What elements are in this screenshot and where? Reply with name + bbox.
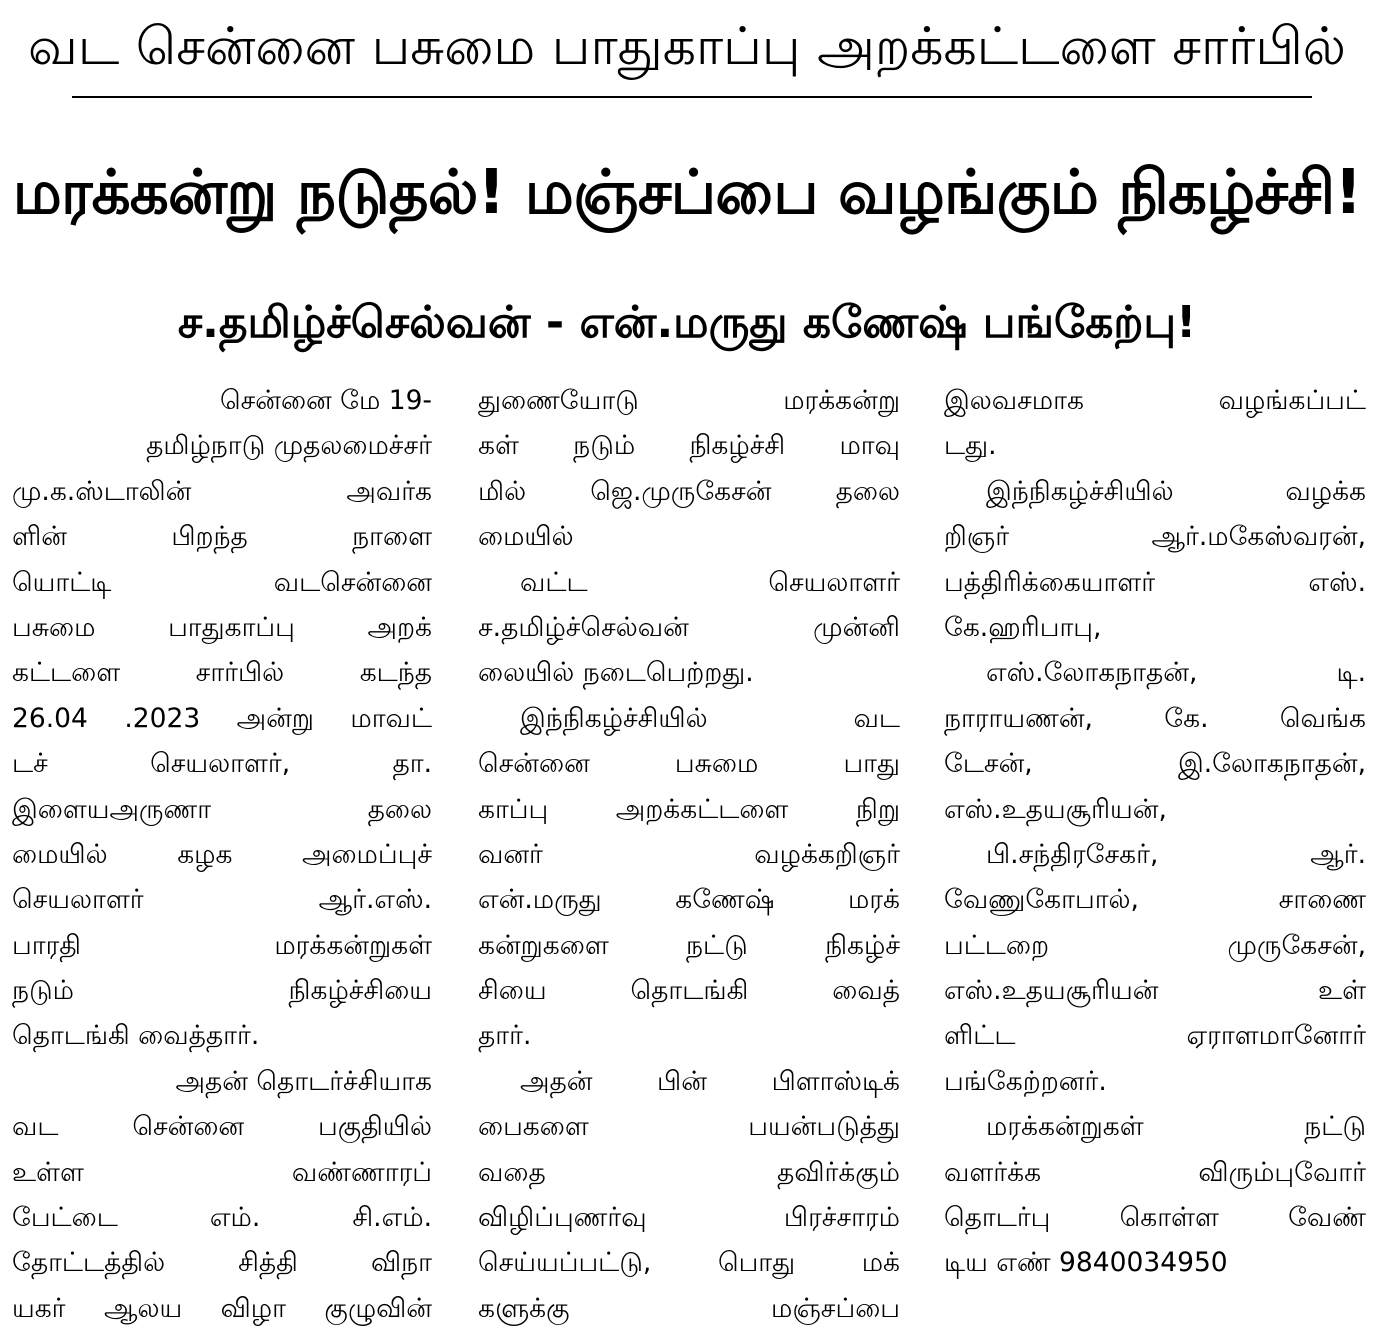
body-line: பட்டறை முருகேசன்,: [944, 929, 1366, 961]
body-line: என்.மருது கணேஷ் மரக்: [478, 884, 900, 916]
body-line: யொட்டி வடசென்னை: [12, 566, 432, 598]
article-column-3: [944, 378, 1366, 1286]
body-line: இந்நிகழ்ச்சியில் வழக்க: [986, 475, 1366, 507]
body-line: வளர்க்க விரும்புவோர்: [944, 1156, 1366, 1188]
body-line: வேணுகோபால், சாணை: [944, 884, 1366, 916]
body-line: செய்யப்பட்டு, பொது மக்: [478, 1247, 900, 1279]
body-line: எஸ்.உதயசூரியன்,: [944, 793, 1167, 825]
contact-number-line: டிய எண் 9840034950: [944, 1247, 1228, 1279]
horizontal-rule: [72, 96, 1312, 98]
subheadline: ச.தமிழ்ச்செல்வன் - என்.மருது கணேஷ் பங்கேற்பு!: [177, 297, 1197, 348]
body-line: எஸ்.உதயசூரியன் உள்: [944, 975, 1366, 1007]
body-line: ச.தமிழ்ச்செல்வன் முன்னி: [478, 611, 900, 643]
main-headline: மரக்கன்று நடுதல்! மஞ்சப்பை வழங்கும் நிகழ்ச்சி!: [12, 157, 1362, 228]
kicker-headline: வட சென்னை பசுமை பாதுகாப்பு அறக்கட்டளை சார்பில்: [28, 17, 1346, 77]
body-line: ளின் பிறந்த நாளை: [12, 521, 432, 553]
body-line: இந்நிகழ்ச்சியில் வட: [520, 702, 900, 734]
body-line: பசுமை பாதுகாப்பு அறக்: [12, 611, 432, 643]
body-line: நாராயணன், கே. வெங்க: [944, 702, 1366, 734]
body-line: செயலாளர் ஆர்.எஸ்.: [12, 884, 432, 916]
body-line: தொடங்கி வைத்தார்.: [12, 1020, 260, 1052]
body-line: பாரதி மரக்கன்றுகள்: [12, 929, 432, 961]
body-line: காப்பு அறக்கட்டளை நிறு: [478, 793, 900, 825]
body-line: இளையஅருணா தலை: [12, 793, 432, 825]
body-line: பங்கேற்றனர்.: [944, 1065, 1107, 1097]
body-line: தோட்டத்தில் சித்தி விநா: [12, 1247, 432, 1279]
body-line: யகர் ஆலய விழா குழுவின்: [12, 1292, 432, 1324]
body-line: டச் செயலாளர், தா.: [12, 748, 432, 780]
body-line: றிஞர் ஆர்.மகேஸ்வரன்,: [944, 521, 1366, 553]
body-line: தொடர்பு கொள்ள வேண்: [944, 1202, 1366, 1234]
body-line: எஸ்.லோகநாதன், டி.: [986, 657, 1366, 689]
body-line: அதன் பின் பிளாஸ்டிக்: [520, 1065, 900, 1097]
body-line: மில் ஜெ.முருகேசன் தலை: [478, 475, 900, 507]
body-line: மையில் கழக அமைப்புச்: [12, 838, 432, 870]
body-line: மு.க.ஸ்டாலின் அவர்க: [12, 475, 432, 507]
body-line: விழிப்புணர்வு பிரச்சாரம்: [478, 1202, 900, 1234]
body-line: சியை தொடங்கி வைத்: [478, 975, 900, 1007]
body-line: டது.: [944, 430, 997, 462]
body-line: களுக்கு மஞ்சப்பை: [478, 1292, 900, 1324]
body-line: ளிட்ட ஏராளமானோர்: [944, 1020, 1366, 1052]
body-line: நடும் நிகழ்ச்சியை: [12, 975, 432, 1007]
body-line: பி.சந்திரசேகர், ஆர்.: [986, 838, 1366, 870]
body-line: பேட்டை எம். சி.எம்.: [12, 1202, 432, 1234]
body-line: வனர் வழக்கறிஞர்: [478, 838, 900, 870]
body-line: பத்திரிக்கையாளர் எஸ்.: [944, 566, 1366, 598]
body-line: பைகளை பயன்படுத்து: [478, 1111, 900, 1143]
body-line: கன்றுகளை நட்டு நிகழ்ச்: [478, 929, 900, 961]
article-column-2: [478, 378, 900, 1331]
body-line: கள் நடும் நிகழ்ச்சி மாவு: [478, 430, 900, 462]
body-line: 26.04 .2023 அன்று மாவட்: [12, 702, 432, 734]
body-line: உள்ள வண்ணாரப்: [12, 1156, 432, 1188]
body-line: தமிழ்நாடு முதலமைச்சர்: [146, 430, 432, 462]
body-line: சென்னை பசுமை பாது: [478, 748, 900, 780]
body-line: வட்ட செயலாளர்: [520, 566, 900, 598]
body-line: அதன் தொடர்ச்சியாக: [175, 1065, 432, 1097]
body-line: தார்.: [478, 1020, 532, 1052]
body-line: இலவசமாக வழங்கப்பட்: [944, 385, 1366, 416]
body-line: கட்டளை சார்பில் கடந்த: [12, 657, 432, 689]
body-line: வட சென்னை பகுதியில்: [12, 1111, 432, 1143]
body-line: மரக்கன்றுகள் நட்டு: [986, 1111, 1366, 1143]
body-line: மையில்: [478, 521, 574, 553]
body-line: துணையோடு மரக்கன்று: [478, 385, 900, 416]
body-line: டேசன், இ.லோகநாதன்,: [944, 748, 1366, 780]
body-line: லையில் நடைபெற்றது.: [478, 657, 754, 689]
article-column-1: [12, 378, 432, 1331]
body-line: வதை தவிர்க்கும்: [478, 1156, 900, 1188]
body-line: கே.ஹரிபாபு,: [944, 611, 1102, 643]
dateline: சென்னை மே 19-: [219, 385, 432, 416]
